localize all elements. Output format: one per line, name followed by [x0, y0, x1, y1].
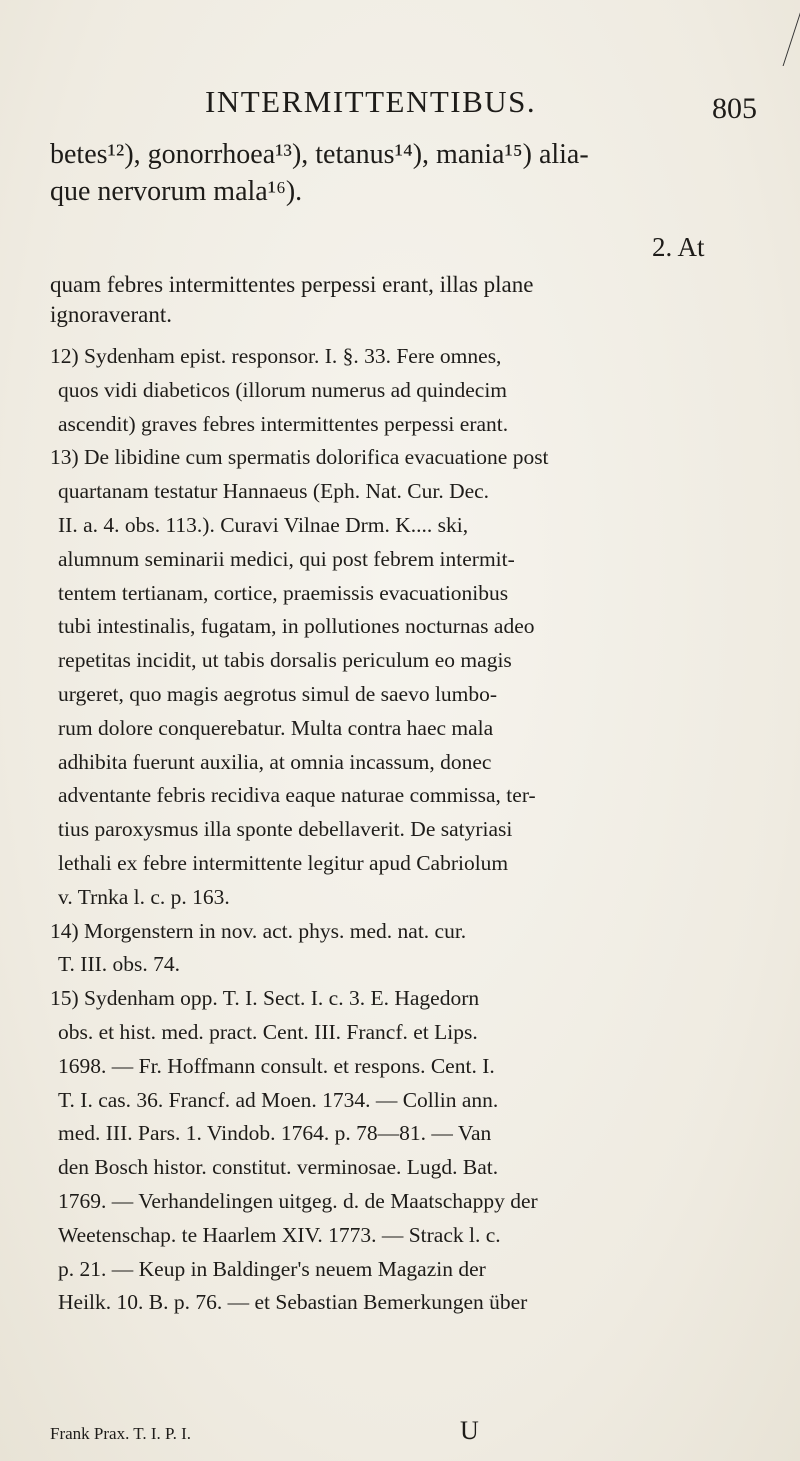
footnote-line: adventante febris recidiva eaque naturae commissa, ter-	[58, 783, 536, 808]
footnotes-block	[50, 340, 772, 1320]
footnote-line: alumnum seminarii medici, qui post febrem intermit-	[58, 546, 515, 571]
corner-pen-mark	[761, 8, 800, 66]
footnote-line: II. a. 4. obs. 113.). Curavi Vilnae Drm. K.... ski,	[58, 512, 469, 537]
footnote-line: tius paroxysmus illa sponte debellaverit. De satyriasi	[58, 817, 513, 842]
footnote-line: obs. et hist. med. pract. Cent. III. Francf. et Lips.	[58, 1019, 478, 1044]
footnote-line: T. III. obs. 74.	[58, 952, 181, 977]
footnote-line: adhibita fuerunt auxilia, at omnia incassum, donec	[58, 749, 492, 774]
footnote-line: 15) Sydenham opp. T. I. Sect. I. c. 3. E. Hagedorn	[50, 986, 480, 1011]
footer-note: Frank Prax. T. I. P. I.	[50, 1424, 192, 1443]
footnote-line: p. 21. — Keup in Baldinger's neuem Magazin der	[58, 1256, 486, 1281]
footnote-line: quos vidi diabeticos (illorum numerus ad quindecim	[58, 377, 508, 402]
footnote-line: 14) Morgenstern in nov. act. phys. med. nat. cur.	[50, 918, 467, 943]
main-text-line: que nervorum mala¹⁶).	[50, 176, 303, 207]
footnote-line: den Bosch histor. constitut. verminosae. Lugd. Bat.	[58, 1155, 499, 1180]
footnote-line: urgeret, quo magis aegrotus simul de saevo lumbo-	[58, 681, 498, 706]
running-head	[0, 84, 800, 124]
footnote-line: med. III. Pars. 1. Vindob. 1764. p. 78—81. — Van	[58, 1121, 492, 1146]
footnote-line: repetitas incidit, ut tabis dorsalis periculum eo magis	[58, 648, 512, 673]
page-number: 805	[712, 92, 757, 125]
footnote-line: 13) De libidine cum spermatis dolorifica evacuatione post	[50, 445, 549, 470]
section-text-block	[50, 270, 770, 330]
footnote-line: tentem tertianam, cortice, praemissis evacuationibus	[58, 580, 509, 605]
running-title: INTERMITTENTIBUS.	[205, 84, 537, 119]
main-text-line: betes¹²), gonorrhoea¹³), tetanus¹⁴), mania¹⁵) alia-	[50, 139, 589, 170]
section-heading: 2. At	[652, 232, 705, 262]
footnote-line: quartanam testatur Hannaeus (Eph. Nat. Cur. Dec.	[58, 479, 490, 504]
section-text-line: ignoraverant.	[50, 302, 172, 327]
footnote-line: 12) Sydenham epist. responsor. I. §. 33. Fere omnes,	[50, 344, 502, 368]
footnote-line: Weetenschap. te Haarlem XIV. 1773. — Strack l. c.	[58, 1222, 501, 1247]
page-footer	[50, 1416, 770, 1460]
footnote-line: T. I. cas. 36. Francf. ad Moen. 1734. — Collin ann.	[58, 1087, 499, 1112]
footnote-line: 1769. — Verhandelingen uitgeg. d. de Maatschappy der	[58, 1188, 538, 1213]
footnote-line: lethali ex febre intermittente legitur apud Cabriolum	[58, 850, 509, 875]
section-text-line: quam febres intermittentes perpessi erant, illas plane	[50, 272, 534, 297]
footnote-line: tubi intestinalis, fugatam, in pollutiones nocturnas adeo	[58, 614, 535, 639]
footnote-line: ascendit) graves febres intermittentes perpessi erant.	[58, 411, 509, 436]
main-text-block	[50, 136, 770, 210]
footnote-line: 1698. — Fr. Hoffmann consult. et respons. Cent. I.	[58, 1053, 495, 1078]
footnote-line: rum dolore conquerebatur. Multa contra haec mala	[58, 715, 494, 740]
footnote-line: Heilk. 10. B. p. 76. — et Sebastian Bemerkungen über	[58, 1290, 528, 1315]
footnote-line: v. Trnka l. c. p. 163.	[58, 884, 230, 909]
gathering-signature: U	[460, 1416, 479, 1445]
